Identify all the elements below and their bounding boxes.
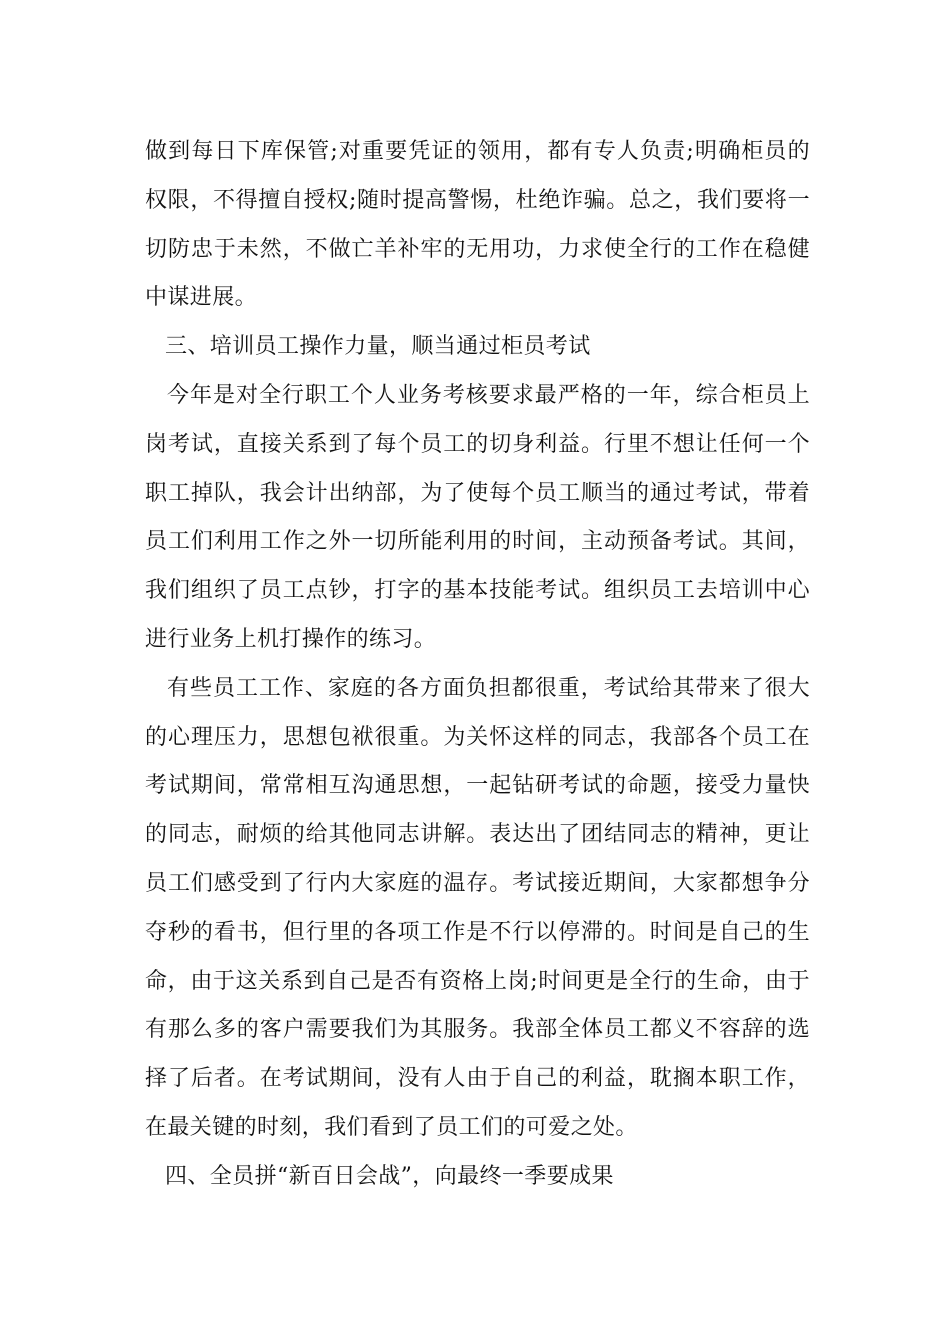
paragraph-staff-mutual-support: 有些员工工作、家庭的各方面负担都很重，考试给其带来了很大的心理压力，思想包袱很重。为关怀这样的同志，我部各个员工在考试期间，常常相互沟通思想，一起钻研考试的命题，接受力量快的同志，耐烦的给其他同志讲解。表达出了团结同志的精神，更让员工们感受到了行内大家庭的温存。考试接近期间，大家都想争分夺秒的看书，但行里的各项工作是不行以停滞的。时间是自己的生命，由于这关系到自己是否有资格上岗;时间更是全行的生命，由于有那么多的客户需要我们为其服务。我部全体员工都义不容辞的选择了后者。在考试期间，没有人由于自己的利益，耽搁本职工作，在最关键的时刻，我们看到了员工们的可爱之处。 <box>145 675 810 1140</box>
section-heading-three: 三、培训员工操作力量，顺当通过柜员考试 <box>165 334 591 360</box>
section-heading-four: 四、全员拼“新百日会战”，向最终一季要成果 <box>165 1163 614 1189</box>
paragraph-exam-preparation: 今年是对全行职工个人业务考核要求最严格的一年，综合柜员上岗考试，直接关系到了每个员工的切身利益。行里不想让任何一个职工掉队，我会计出纳部，为了使每个员工顺当的通过考试，带着员工们利用工作之外一切所能利用的时间，主动预备考试。其间，我们组织了员工点钞，打字的基本技能考试。组织员工去培训中心进行业务上机打操作的练习。 <box>145 382 810 652</box>
document-body <box>145 128 810 1202</box>
paragraph-custody-security: 做到每日下库保管;对重要凭证的领用，都有专人负责;明确柜员的权限，不得擅自授权;随时提高警惕，杜绝诈骗。总之，我们要将一切防忠于未然，不做亡羊补牢的无用功，力求使全行的工作在稳健中谋进展。 <box>145 139 810 311</box>
